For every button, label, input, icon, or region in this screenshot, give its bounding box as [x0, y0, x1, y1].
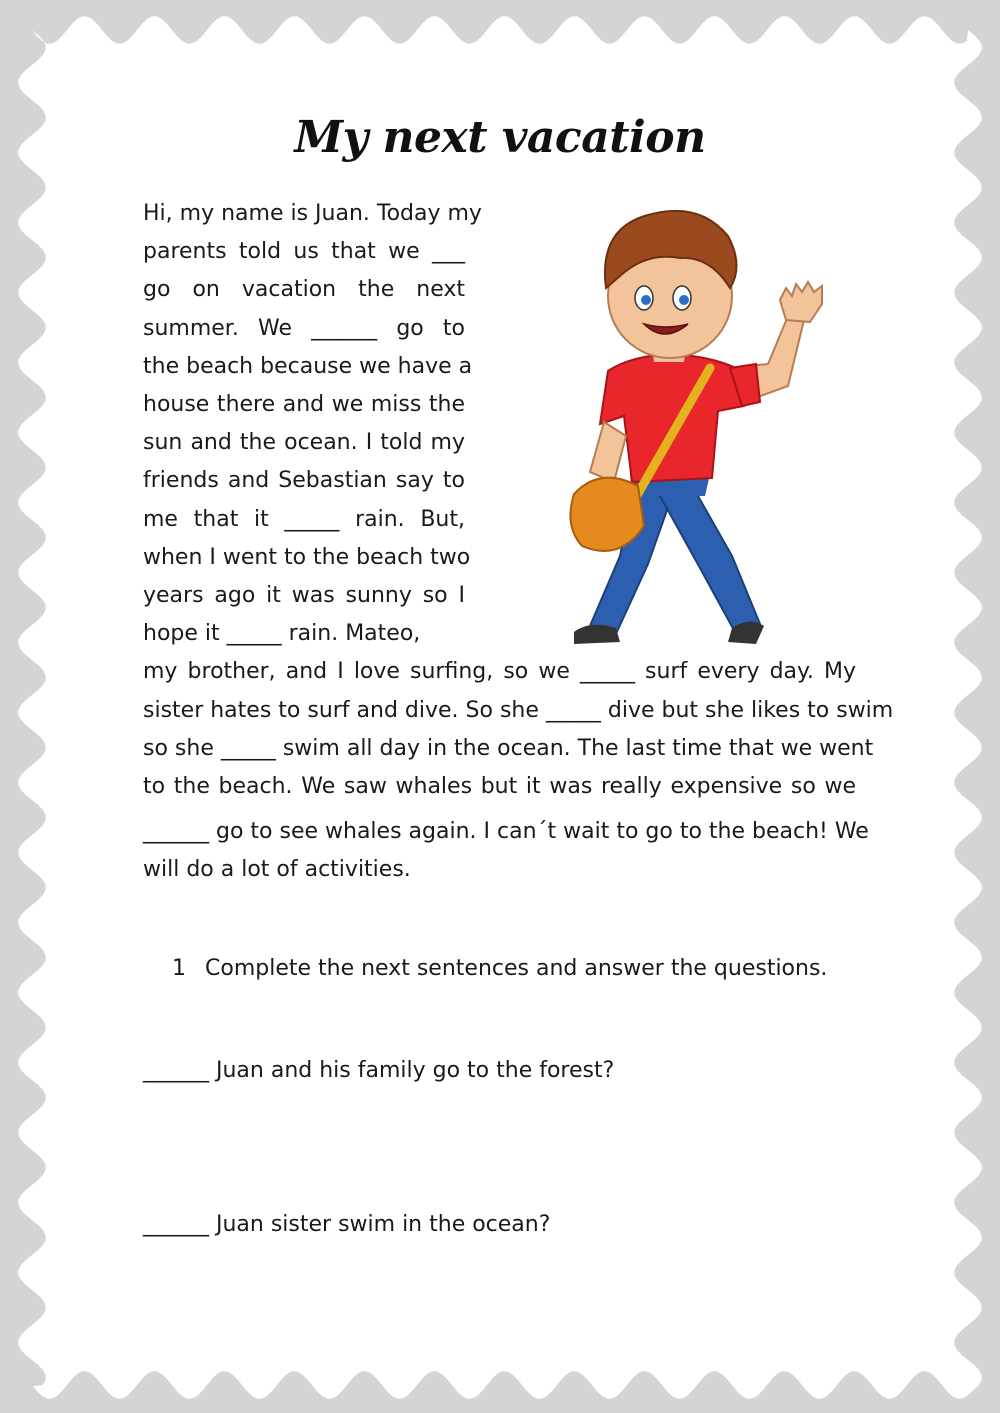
waving-boy-icon [560, 196, 850, 656]
story-line: me that it _____ rain. But, [143, 506, 465, 532]
story-line: to the beach. We saw whales but it was really expensive so we [143, 774, 856, 799]
question-2: ______ Juan sister swim in the ocean? [143, 1212, 551, 1237]
story-line: so she _____ swim all day in the ocean. The last time that we went [143, 735, 874, 761]
exercise-instruction-text: Complete the next sentences and answer the questions. [205, 956, 828, 981]
exercise-number: 1 [172, 956, 186, 981]
story-line: hope it _____ rain. Mateo, [143, 621, 421, 647]
story-line: house there and we miss the [143, 392, 465, 417]
story-line: Hi, my name is Juan. Today my [143, 201, 482, 226]
story-line: my brother, and I love surfing, so we _____ surf every day. My [143, 659, 856, 685]
story-line: will do a lot of activities. [143, 857, 411, 883]
story-line: when I went to the beach two [143, 544, 471, 570]
story-line: years ago it was sunny so I [143, 583, 465, 608]
question-1: ______ Juan and his family go to the forest? [143, 1058, 615, 1083]
story-line: go on vacation the next [143, 277, 465, 303]
exercise-instruction [172, 956, 827, 981]
story-line: the beach because we have a [143, 353, 473, 379]
story-line: summer. We ______ go to [143, 315, 465, 341]
story-line: sun and the ocean. I told my [143, 430, 465, 456]
story-line: parents told us that we ___ [143, 239, 465, 265]
story-line: friends and Sebastian say to [143, 468, 465, 494]
worksheet-title: My next vacation [294, 112, 706, 163]
story-line: ______ go to see whales again. I can´t wait to go to the beach! We [143, 819, 869, 844]
story-line: sister hates to surf and dive. So she _____ dive but she likes to swim [143, 697, 894, 723]
